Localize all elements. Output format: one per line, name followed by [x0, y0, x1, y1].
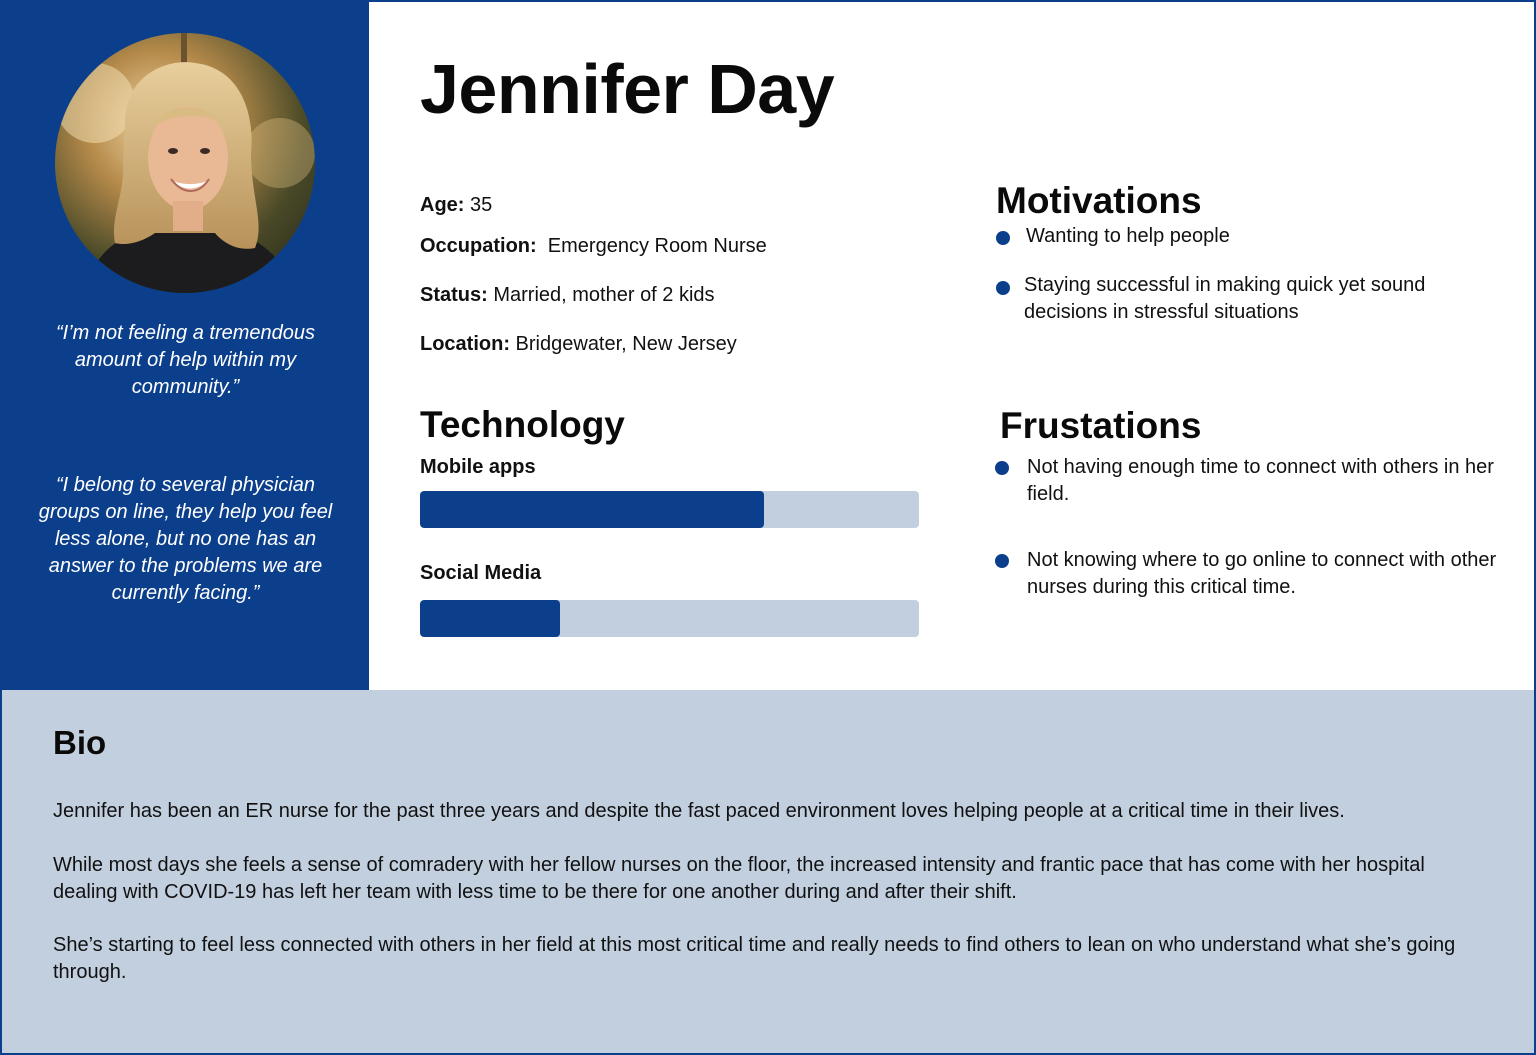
bio-paragraph: She’s starting to feel less connected with others in her field at this most critical time and really needs to find others to lean on who understand what she’s going through. [53, 934, 1456, 983]
frustration-text: Not having enough time to connect with others in her field. [1027, 456, 1494, 505]
bio-title: Bio [53, 724, 107, 761]
bullet-dot-icon [996, 231, 1010, 245]
bio-paragraph: Jennifer has been an ER nurse for the past three years and despite the fast paced environment loves helping people at a critical time in their lives. [53, 800, 1345, 822]
fact-status [420, 282, 715, 308]
motivation-item [996, 223, 1496, 250]
persona-quote-2: “I belong to several physician groups on line, they help you feel less alone, but no one has an answer to the problems we are currently facing.” [38, 474, 333, 604]
frustrations-title: Frustations [1000, 405, 1202, 446]
persona-name: Jennifer Day [420, 50, 835, 128]
frustration-text: Not knowing where to go online to connect with other nurses during this critical time. [1027, 549, 1497, 598]
tech-label-mobile-apps: Mobile apps [420, 456, 536, 478]
fact-occupation-value: Emergency Room Nurse [536, 235, 767, 257]
tech-bar-fill-mobile-apps [420, 491, 764, 528]
motivation-item [996, 272, 1496, 326]
tech-bar-mobile-apps [420, 491, 919, 528]
bullet-dot-icon [996, 281, 1010, 295]
bio-section [2, 690, 1536, 1055]
fact-age-value: 35 [464, 194, 493, 216]
fact-location-label: Location: [420, 333, 510, 355]
persona-quote-1: “I’m not feeling a tremendous amount of help within my community.” [55, 322, 316, 398]
avatar-photo [55, 33, 315, 293]
motivation-text: Staying successful in making quick yet sound decisions in stressful situations [1024, 274, 1426, 323]
technology-title: Technology [420, 404, 625, 445]
avatar [55, 33, 315, 293]
frustration-item [996, 454, 1516, 508]
tech-bar-fill-social-media [420, 600, 560, 637]
bullet-dot-icon [995, 554, 1009, 568]
fact-status-label: Status: [420, 284, 488, 306]
fact-age-label: Age: [420, 194, 465, 216]
motivations-title: Motivations [996, 180, 1202, 221]
fact-occupation [420, 233, 767, 259]
frustration-item [996, 547, 1516, 601]
fact-occupation-label: Occupation: [420, 235, 537, 257]
fact-status-value: Married, mother of 2 kids [487, 284, 715, 306]
fact-location [420, 331, 737, 357]
fact-location-value: Bridgewater, New Jersey [510, 333, 737, 355]
bullet-dot-icon [995, 461, 1009, 475]
tech-label-social-media: Social Media [420, 562, 542, 584]
fact-age [420, 192, 492, 218]
persona-sidebar [2, 2, 369, 690]
tech-bar-social-media [420, 600, 919, 637]
motivation-text: Wanting to help people [1026, 225, 1230, 247]
bio-paragraph: While most days she feels a sense of comradery with her fellow nurses on the floor, the increased intensity and frantic pace that has come with her hospital dealing with COVID-19 has left her team with less time to be there for one another during and after their shift. [53, 854, 1425, 903]
